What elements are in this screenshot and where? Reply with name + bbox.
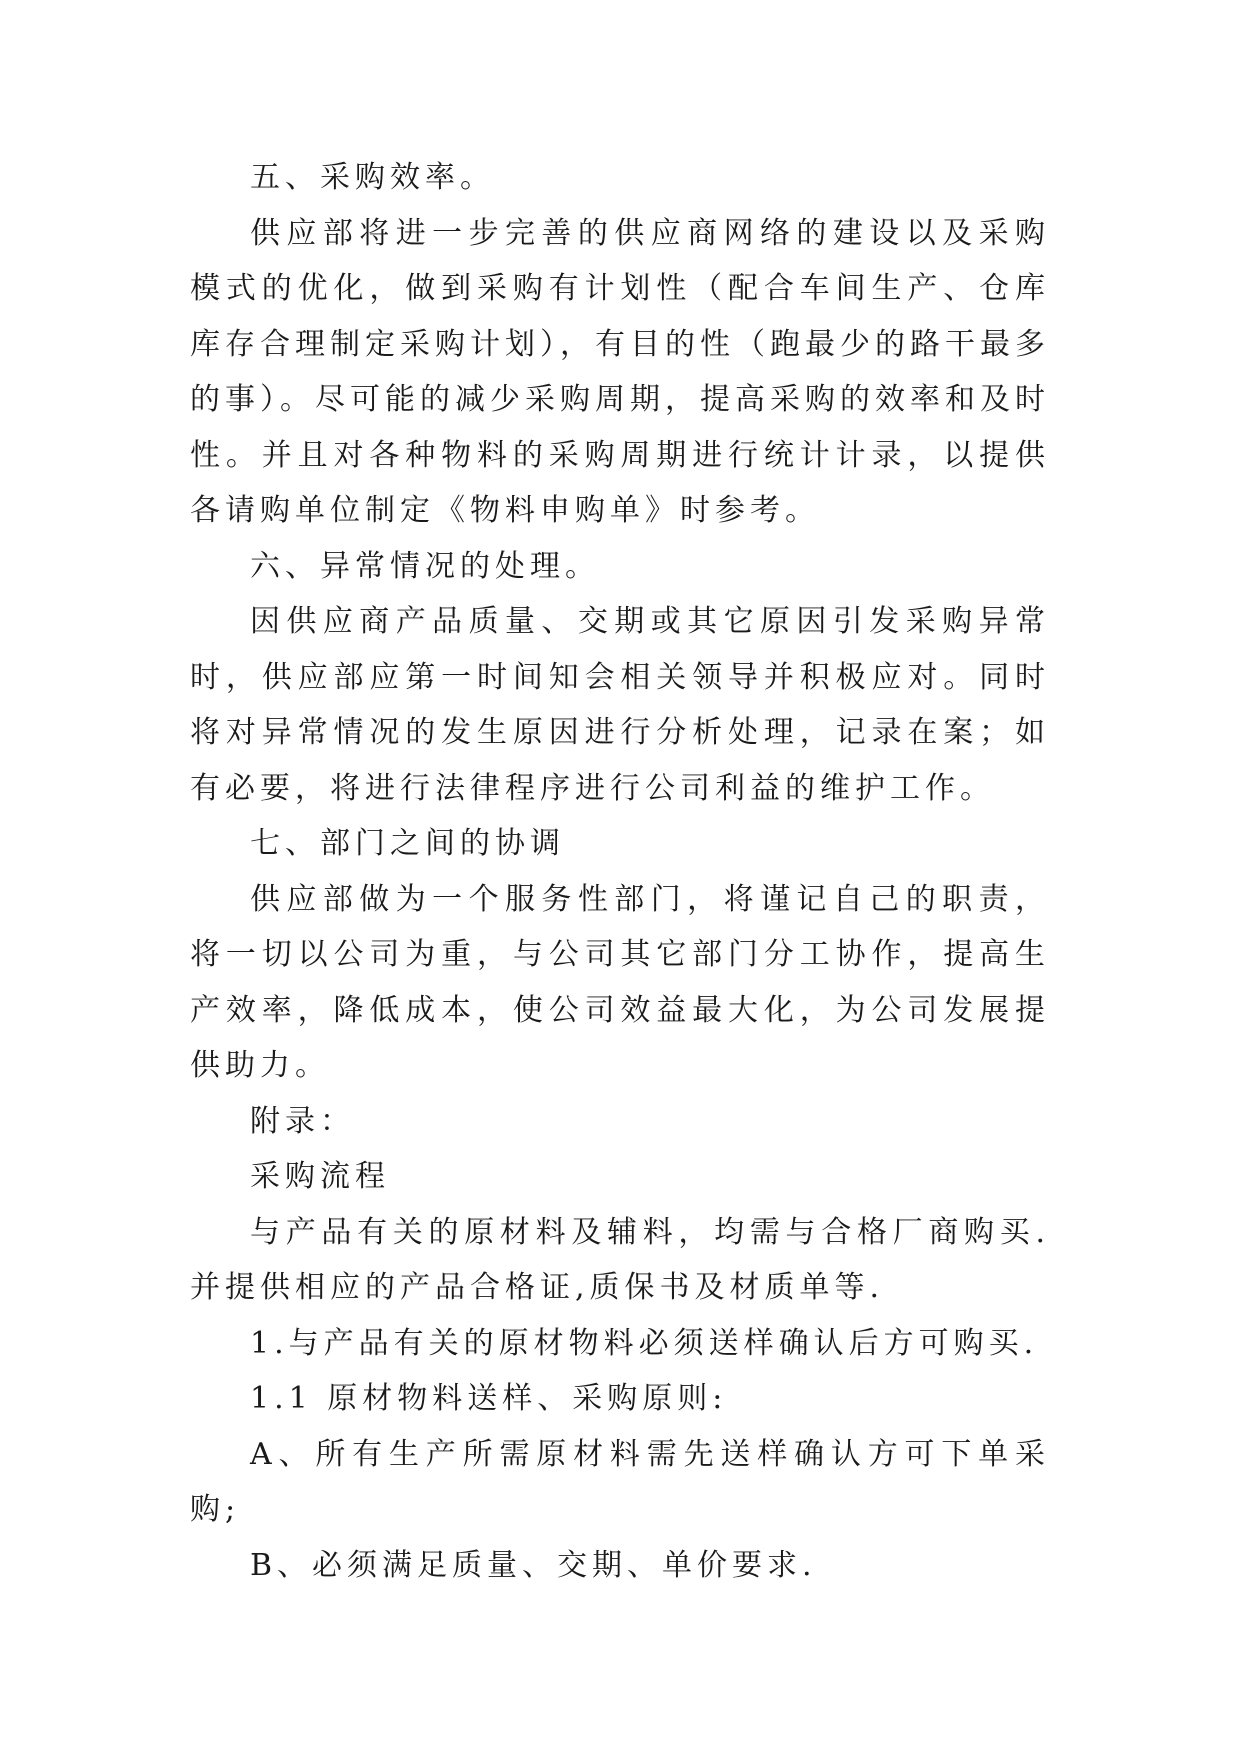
section-heading-department-coordination: 七、部门之间的协调 bbox=[250, 826, 565, 861]
section-heading-procurement-efficiency: 五、采购效率。 bbox=[250, 160, 495, 195]
document-body bbox=[190, 150, 1050, 1593]
rule-b: B、必须满足质量、交期、单价要求. bbox=[250, 1547, 817, 1583]
paragraph-exception-handling: 因供应商产品质量、交期或其它原因引发采购异常时，供应部应第一时间知会相关领导并积极应对。同时将对异常情况的发生原因进行分析处理，记录在案；如有必要，将进行法律程序进行公司利益的维护工作。 bbox=[190, 604, 1050, 806]
paragraph-qualified-suppliers: 与产品有关的原材料及辅料，均需与合格厂商购买.并提供相应的产品合格证,质保书及材质单等. bbox=[190, 1214, 1050, 1305]
section-heading-exception-handling: 六、异常情况的处理。 bbox=[250, 548, 600, 584]
rule-a: A、所有生产所需原材料需先送样确认方可下单采购; bbox=[190, 1436, 1050, 1527]
paragraph-department-coordination: 供应部做为一个服务性部门，将谨记自己的职责，将一切以公司为重，与公司其它部门分工协作，提高生产效率，降低成本，使公司效益最大化，为公司发展提供助力。 bbox=[190, 881, 1050, 1083]
rule-1-1: 1.1 原材物料送样、采购原则: bbox=[250, 1381, 728, 1416]
paragraph-procurement-efficiency: 供应部将进一步完善的供应商网络的建设以及采购模式的优化，做到采购有计划性（配合车间生产、仓库库存合理制定采购计划），有目的性（跑最少的路干最多的事）。尽可能的减少采购周期，提高采购的效率和及时性。并且对各种物料的采购周期进行统计计录，以提供各请购单位制定《物料申购单》时参考。 bbox=[190, 215, 1050, 528]
procurement-process-heading: 采购流程 bbox=[250, 1159, 390, 1194]
rule-1: 1.与产品有关的原材物料必须送样确认后方可购买. bbox=[250, 1325, 1039, 1361]
appendix-heading: 附录： bbox=[250, 1103, 355, 1139]
